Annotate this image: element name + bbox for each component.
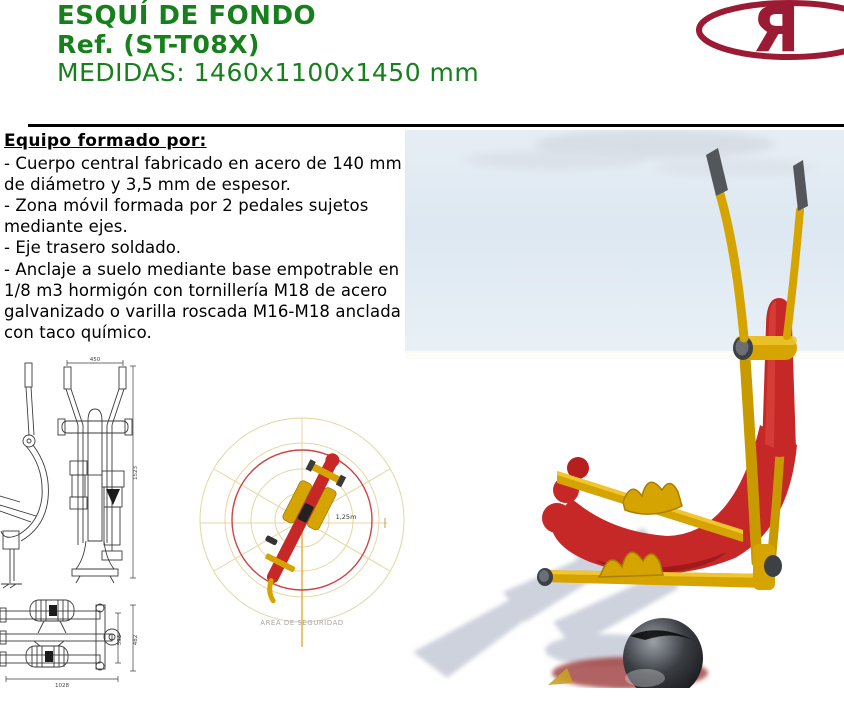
description-item: - Eje trasero soldado. [4,238,182,258]
side-view-drawing [0,363,48,588]
front-view-drawing [58,360,136,583]
description-heading: Equipo formado por: [4,131,207,151]
description-item: - Zona móvil formada por 2 pedales sujetos mediante ejes. [4,196,369,237]
plan-view-drawing [0,600,136,682]
description-item: - Anclaje a suelo mediante base empotrable en 1/8 m3 hormigón con tornillería M18 de acero galvanizado o varilla roscada M16-M18 anclada con taco químico. [4,259,401,342]
logo-letter: Я [752,0,800,64]
front-height-dim-label: 1523 [133,466,139,480]
header-divider [28,124,844,127]
technical-drawings [0,355,410,706]
technical-drawings-image [0,355,410,706]
plan-outer-dim-label: 482 [133,634,139,646]
product-dimensions: MEDIDAS: 1460x1100x1450 mm [57,58,480,88]
safety-radius-label: 1,25m [335,513,357,521]
description-item: - Cuerpo central fabricado en acero de 140 mm de diámetro y 3,5 mm de espesor. [4,154,402,195]
page-title: ESQUÍ DE FONDO [57,1,317,31]
plan-length-dim-label: 1028 [55,683,69,689]
safety-area-caption: AREA DE SEGURIDAD [260,619,344,627]
header-titles [57,2,479,87]
front-width-dim-label: 450 [89,357,101,363]
plan-pedal [30,600,74,633]
brand-logo [694,0,844,64]
product-ref: Ref. (ST-T08X) [57,30,260,60]
plan-inner-dim-label: 536 [117,634,123,646]
product-3d-render-image [405,130,844,688]
safety-area-diagram [200,418,404,647]
product-3d-render [405,130,844,688]
equipment-description [4,131,404,343]
brand-logo-icon [694,0,844,64]
